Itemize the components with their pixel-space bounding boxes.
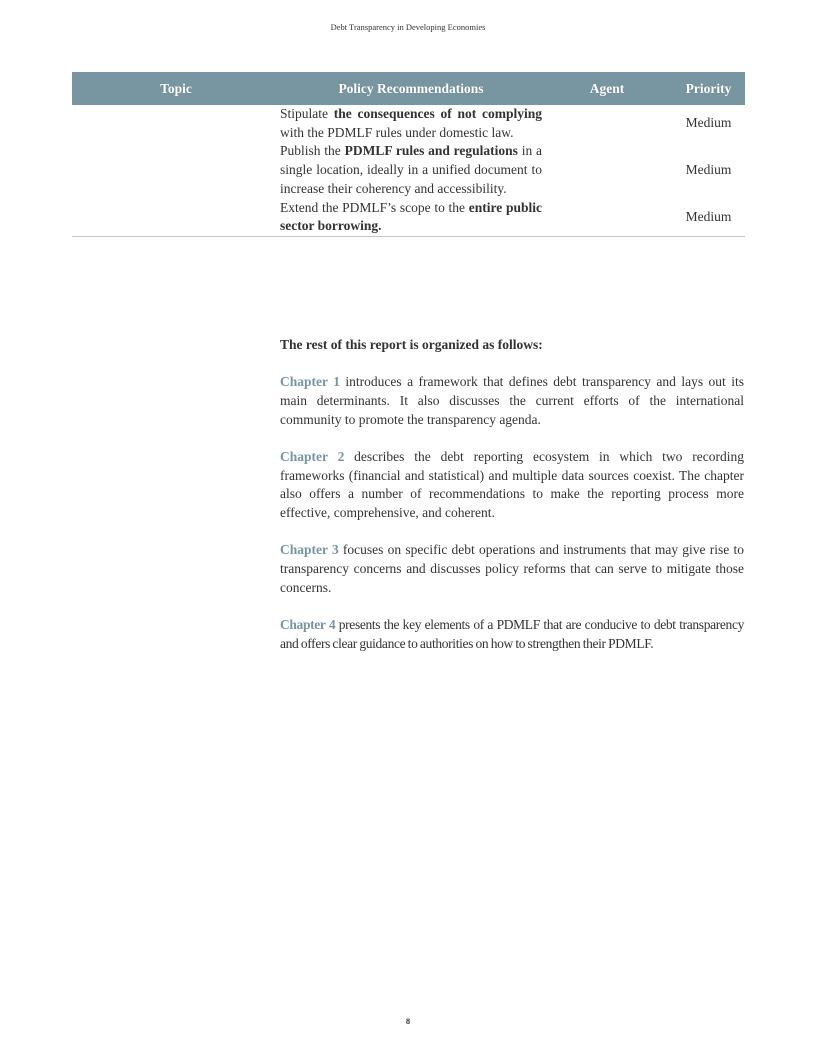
topic-cell xyxy=(72,105,280,142)
rec-text: with the PDMLF rules under domestic law. xyxy=(280,124,514,140)
topic-cell xyxy=(72,199,280,237)
chapter-label: Chapter 2 xyxy=(280,449,345,464)
policy-recommendations-table xyxy=(72,72,745,237)
chapter-text: presents the key elements of a PDMLF that are conducive to debt transparency and offers clear guidance to authorities on how to strengthen their PDMLF. xyxy=(280,617,744,651)
chapter-paragraph xyxy=(280,373,744,429)
chapter-label: Chapter 3 xyxy=(280,542,339,558)
rec-emphasis: PDMLF rules and regulations xyxy=(344,143,518,159)
rec-emphasis: the consequences of not complying xyxy=(333,106,542,121)
chapter-text: focuses on specific debt operations and instruments that may give rise to transparency concerns and discusses policy reforms that can serve to mitigate those concerns. xyxy=(280,542,744,595)
rec-text: Extend the PDMLF’s scope to the xyxy=(280,199,469,215)
chapter-text: introduces a framework that defines debt transparency and lays out its main determinants. It also discusses the current efforts of the international community to promote the transparency agenda. xyxy=(280,374,744,427)
chapter-paragraph xyxy=(280,616,744,653)
priority-cell: Medium xyxy=(672,199,745,237)
table-header-row xyxy=(72,72,745,105)
recommendation-cell xyxy=(280,142,542,198)
priority-cell: Medium xyxy=(685,162,732,178)
recommendation-cell xyxy=(280,199,542,237)
priority-cell: Medium xyxy=(685,115,732,131)
table-row xyxy=(72,105,745,142)
header-policy-recommendations: Policy Recommendations xyxy=(280,72,542,105)
chapter-text: describes the debt reporting ecosystem in which two recording frameworks (financial and statistical) and multiple data sources coexist. The chapter also offers a number of recommendations to make the reporting process more effective, comprehensive, and coherent. xyxy=(280,449,744,521)
header-priority: Priority xyxy=(672,72,745,105)
chapter-paragraph xyxy=(280,448,744,523)
agent-cell xyxy=(542,105,672,142)
table-row xyxy=(72,142,745,198)
agent-cell xyxy=(542,199,672,237)
section-intro: The rest of this report is organized as follows: xyxy=(280,337,543,352)
agent-cell xyxy=(542,142,672,198)
chapter-label: Chapter 4 xyxy=(280,617,336,633)
page-number: 8 xyxy=(405,1016,411,1026)
header-agent: Agent xyxy=(542,72,672,105)
rec-text: Publish the xyxy=(280,143,345,159)
recommendation-cell xyxy=(280,105,542,142)
chapter-paragraph xyxy=(280,541,744,597)
chapter-label: Chapter 1 xyxy=(280,374,340,390)
report-organization-section xyxy=(280,336,744,672)
rec-emphasis: entire public sector borrowing. xyxy=(280,199,542,234)
running-head: Debt Transparency in Developing Economies xyxy=(330,22,486,32)
header-topic: Topic xyxy=(72,72,280,105)
topic-cell xyxy=(72,142,280,198)
rec-text: in a single location, ideally in a unified document to increase their coherency and accessibility. xyxy=(280,143,542,196)
rec-text: Stipulate xyxy=(280,106,334,121)
table-row xyxy=(72,199,745,237)
